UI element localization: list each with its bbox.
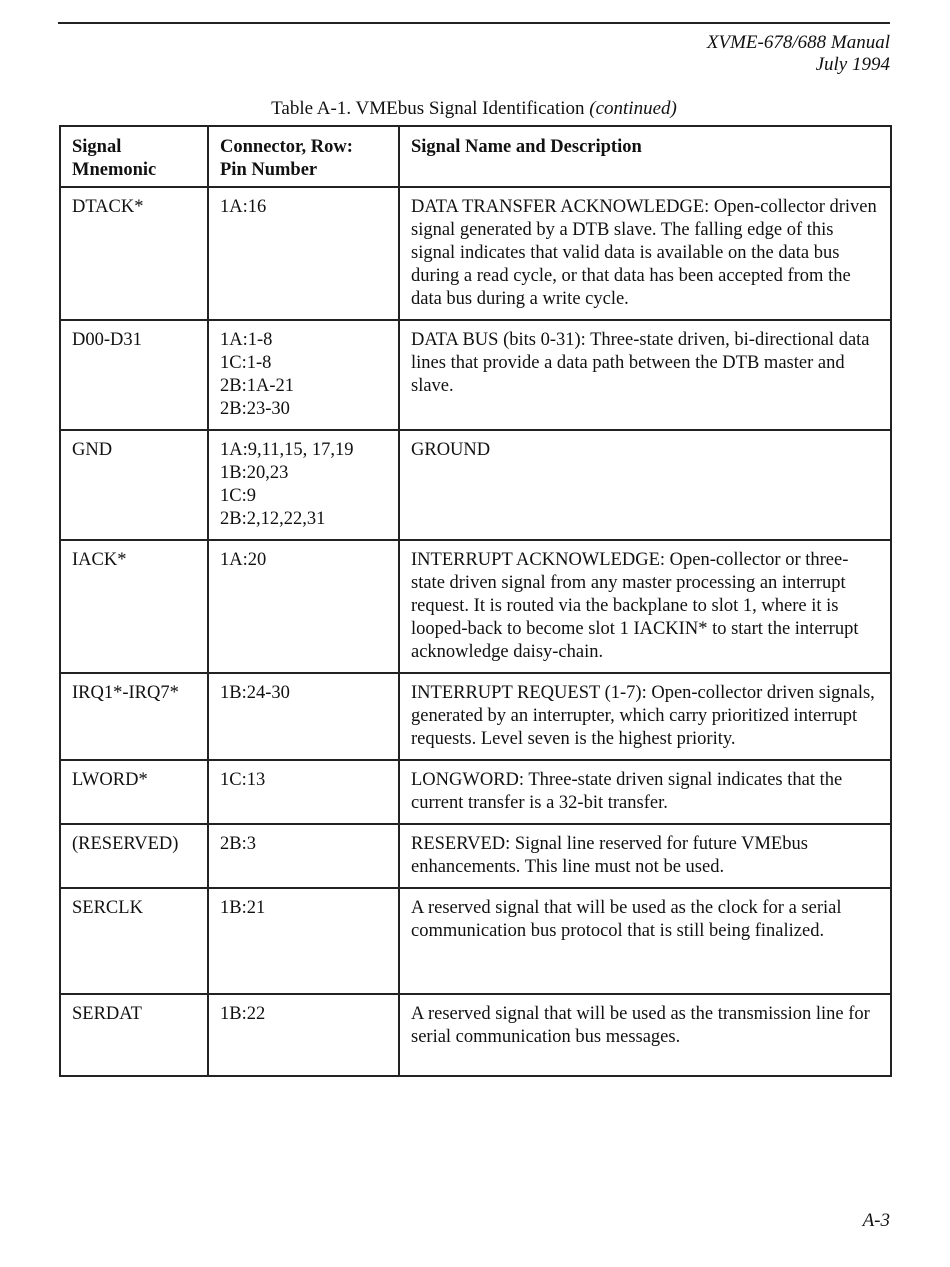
table-row [60,824,891,888]
signal-description: A reserved signal that will be used as the clock for a serial communication bus protocol that is still being finalized. [399,888,891,994]
caption-text: Table A-1. VMEbus Signal Identification [271,98,590,119]
connector-pins: 1A:1-8 1C:1-8 2B:1A-21 2B:23-30 [208,320,399,430]
header-rule [58,22,890,24]
signal-description: A reserved signal that will be used as the transmission line for serial communication bus messages. [399,994,891,1076]
table-row [60,888,891,994]
table-row [60,540,891,673]
connector-pins: 1A:20 [208,540,399,673]
manual-title: XVME-678/688 Manual [706,32,890,53]
connector-pins: 1B:24-30 [208,673,399,760]
table-row [60,187,891,320]
signal-description: DATA TRANSFER ACKNOWLEDGE: Open-collector driven signal generated by a DTB slave. The falling edge of this signal indicates that valid data is available on the data bus during a read cycle, or that data has been accepted from the data bus during a write cycle. [399,187,891,320]
column-header-mnemonic: Signal Mnemonic [60,126,208,187]
signal-mnemonic: SERDAT [60,994,208,1076]
signal-mnemonic: SERCLK [60,888,208,994]
page-number: A-3 [862,1210,890,1231]
page-header [707,32,890,76]
signal-mnemonic: IACK* [60,540,208,673]
table-row [60,320,891,430]
signal-mnemonic: D00-D31 [60,320,208,430]
connector-pins: 2B:3 [208,824,399,888]
table-row [60,994,891,1076]
column-header-connector: Connector, Row: Pin Number [208,126,399,187]
signal-mnemonic: GND [60,430,208,540]
signal-table [59,125,892,1077]
table-caption [58,98,890,120]
connector-pins: 1A:16 [208,187,399,320]
table-row [60,430,891,540]
connector-pins: 1B:21 [208,888,399,994]
table-row [60,673,891,760]
caption-continued: (continued) [589,98,677,119]
table-header-row [60,126,891,187]
table-row [60,760,891,824]
signal-description: INTERRUPT REQUEST (1-7): Open-collector driven signals, generated by an interrupter, which carry prioritized interrupt requests. Level seven is the highest priority. [399,673,891,760]
signal-mnemonic: LWORD* [60,760,208,824]
signal-description: INTERRUPT ACKNOWLEDGE: Open-collector or three-state driven signal from any master processing an interrupt request. It is routed via the backplane to slot 1, where it is looped-back to become slot 1 IACKIN* to start the interrupt acknowledge daisy-chain. [399,540,891,673]
signal-description: RESERVED: Signal line reserved for future VMEbus enhancements. This line must not be used. [399,824,891,888]
connector-pins: 1A:9,11,15, 17,19 1B:20,23 1C:9 2B:2,12,22,31 [208,430,399,540]
signal-description: DATA BUS (bits 0-31): Three-state driven, bi-directional data lines that provide a data path between the DTB master and slave. [399,320,891,430]
signal-mnemonic: (RESERVED) [60,824,208,888]
signal-mnemonic: IRQ1*-IRQ7* [60,673,208,760]
manual-date: July 1994 [815,54,890,75]
connector-pins: 1C:13 [208,760,399,824]
signal-mnemonic: DTACK* [60,187,208,320]
signal-description: GROUND [399,430,891,540]
signal-description: LONGWORD: Three-state driven signal indicates that the current transfer is a 32-bit transfer. [399,760,891,824]
column-header-description: Signal Name and Description [399,126,891,187]
connector-pins: 1B:22 [208,994,399,1076]
